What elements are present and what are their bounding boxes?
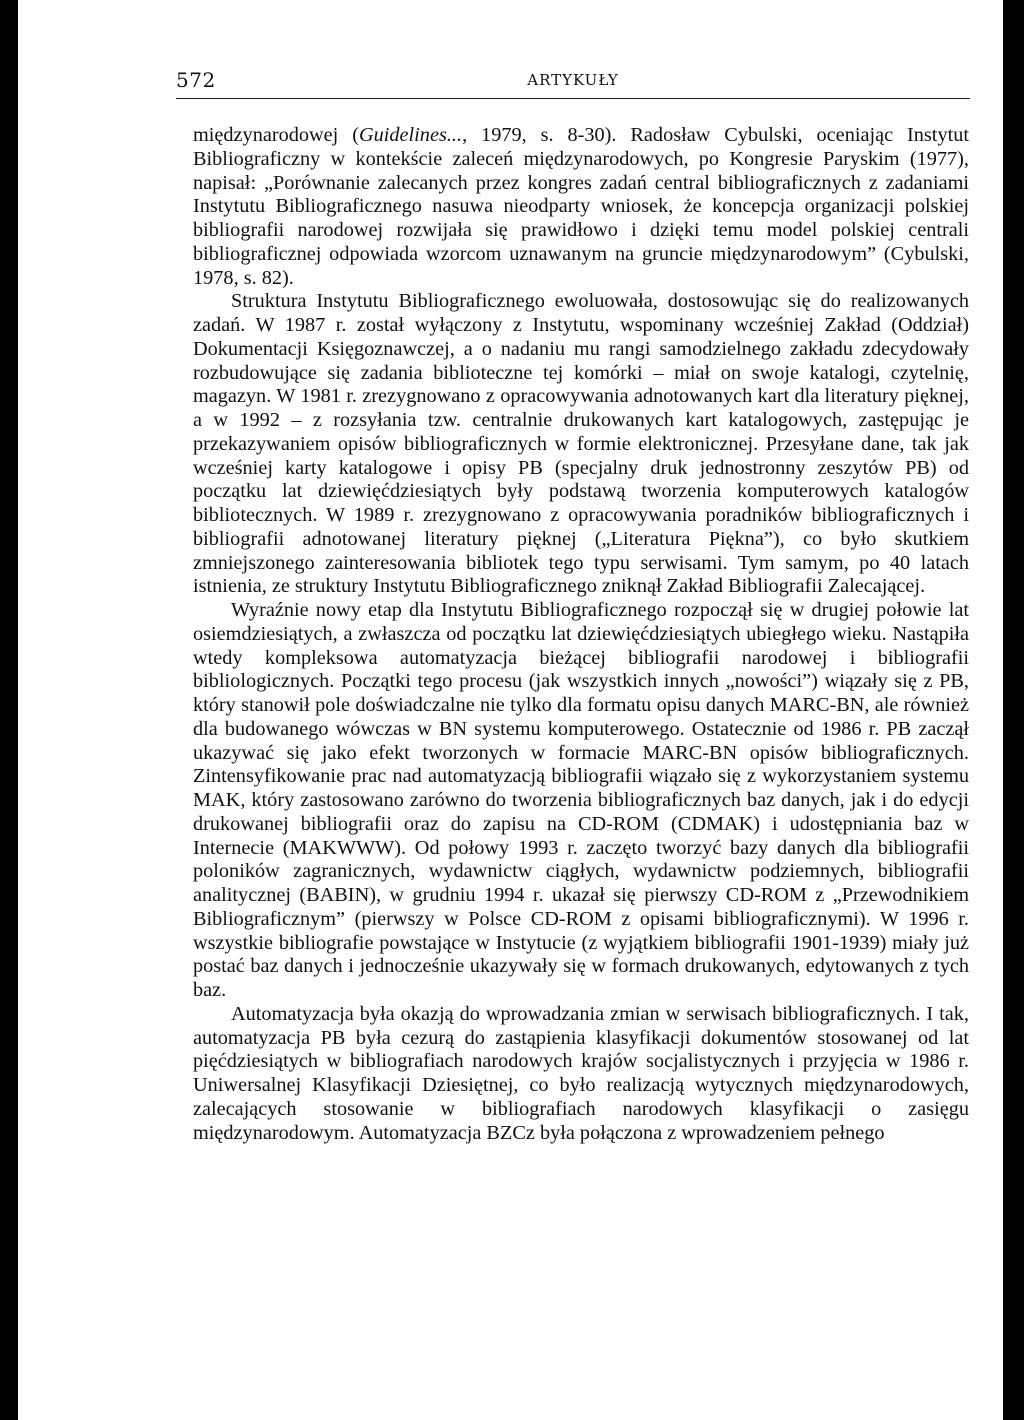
paragraph-1-italic-title: Guidelines... <box>358 124 463 146</box>
page-header <box>176 68 970 99</box>
paragraph-1-lead: międzynarodowej ( <box>193 124 359 146</box>
page-number: 572 <box>176 68 216 92</box>
paragraph-1-text: , 1979, s. 8-30). Radosław Cybulski, oceniając Instytut Bibliograficzny w kontekście zaleceń międzynarodowych, po Kongresie Paryskim (1977), napisał: „Porównanie zalecanych przez kongres zadań central bibliograficznych z zadaniami Instytutu Bibliograficznego nasuwa nieodparty wniosek, że koncepcja organizacji polskiej bibliografii narodowej rozwijała się prawidłowo i dzięki temu model polskiej centrali bibliograficznej odpowiada wzorcom uznawanym na gruncie międzynarodowym” (Cybulski, 1978, s. 82). <box>193 124 969 289</box>
paragraph-structure: Struktura Instytutu Bibliograficznego ewoluowała, dostosowując się do realizowanych zadań. W 1987 r. został wyłączony z Instytutu, wspominany wcześniej Zakład (Oddział) Dokumentacji Księgoznawczej, a o nadaniu mu rangi samodzielnego zakładu zdecydowały rozbudowujące się zadania biblioteczne tej komórki – miał on swoje katalogi, czytelnię, magazyn. W 1981 r. zrezygnowano z opracowywania adnotowanych kart dla literatury pięknej, a w 1992 – z rozsyłania tzw. centralnie drukowanych kart katalogowych, zastępując je przekazywaniem opisów bibliograficznych w formie elektronicznej. Przesyłane dane, tak jak wcześniej karty katalogowe i opisy PB (specjalny druk jednostronny zeszytów PB) od początku lat dziewięćdziesiątych były podstawą tworzenia komputerowych katalogów bibliotecznych. W 1989 r. zrezygnowano z opracowywania poradników bibliograficznych i bibliografii adnotowanej literatury pięknej („Literatura Piękna”), co było skutkiem zmniejszonego zainteresowania bibliotek tego typu serwisami. Tym samym, po 40 latach istnienia, ze struktury Instytutu Bibliograficznego zniknął Zakład Bibliografii Zalecającej. <box>193 290 969 598</box>
paragraph-automation-changes: Automatyzacja była okazją do wprowadzania zmian w serwisach bibliograficznych. I tak, automatyzacja PB była cezurą do zastąpienia klasyfikacji dokumentów stosowanej od lat pięćdziesiątych w bibliografiach narodowych krajów socjalistycznych i przyjęcia w 1986 r. Uniwersalnej Klasyfikacji Dziesiętnej, co było realizacją wytycznych międzynarodowych, zalecających stosowanie w bibliografiach narodowych klasyfikacji o zasięgu międzynarodowym. Automatyzacja BZCz była połączona z wprowadzeniem pełnego <box>193 1002 969 1144</box>
paragraph-continued <box>193 124 969 290</box>
running-head: ARTYKUŁY <box>527 71 619 89</box>
paragraph-automation-stage: Wyraźnie nowy etap dla Instytutu Bibliograficznego rozpoczął się w drugiej połowie lat osiemdziesiątych, a zwłaszcza od początku lat dziewięćdziesiątych ubiegłego wieku. Nastąpiła wtedy kompleksowa automatyzacja bieżącej bibliografii narodowej i bibliografii bibliologicznych. Początki tego procesu (jak wszystkich innych „nowości”) wiązały się z PB, który stanowił pole doświadczalne nie tylko dla formatu opisu danych MARC-BN, ale również dla budowanego wówczas w BN systemu komputerowego. Ostatecznie od 1986 r. PB zaczął ukazywać się jako efekt tworzonych w formacie MARC-BN opisów bibliograficznych. Zintensyfikowanie prac nad automatyzacją bibliografii wiązało się z wykorzystaniem systemu MAK, który zastosowano zarówno do tworzenia bibliograficznych baz danych, jak i do edycji drukowanej bibliografii oraz do zapisu na CD-ROM (CDMAK) i udostępniania baz w Internecie (MAKWWW). Od połowy 1993 r. zaczęto tworzyć bazy danych dla bibliografii poloników zagranicznych, wydawnictw ciągłych, wydawnictw podziemnych, bibliografii analitycznej (BABIN), w grudniu 1994 r. ukazał się pierwszy CD-ROM z „Przewodnikiem Bibliograficznym” (pierwszy w Polsce CD-ROM z opisami bibliograficznymi). W 1996 r. wszystkie bibliografie powstające w Instytucie (z wyjątkiem bibliografii 1901-1939) miały już postać baz danych i jednocześnie ukazywały się w formach drukowanych, edytowanych z tych baz. <box>193 599 969 1001</box>
document-page <box>18 0 1003 1420</box>
article-body <box>193 124 969 1145</box>
